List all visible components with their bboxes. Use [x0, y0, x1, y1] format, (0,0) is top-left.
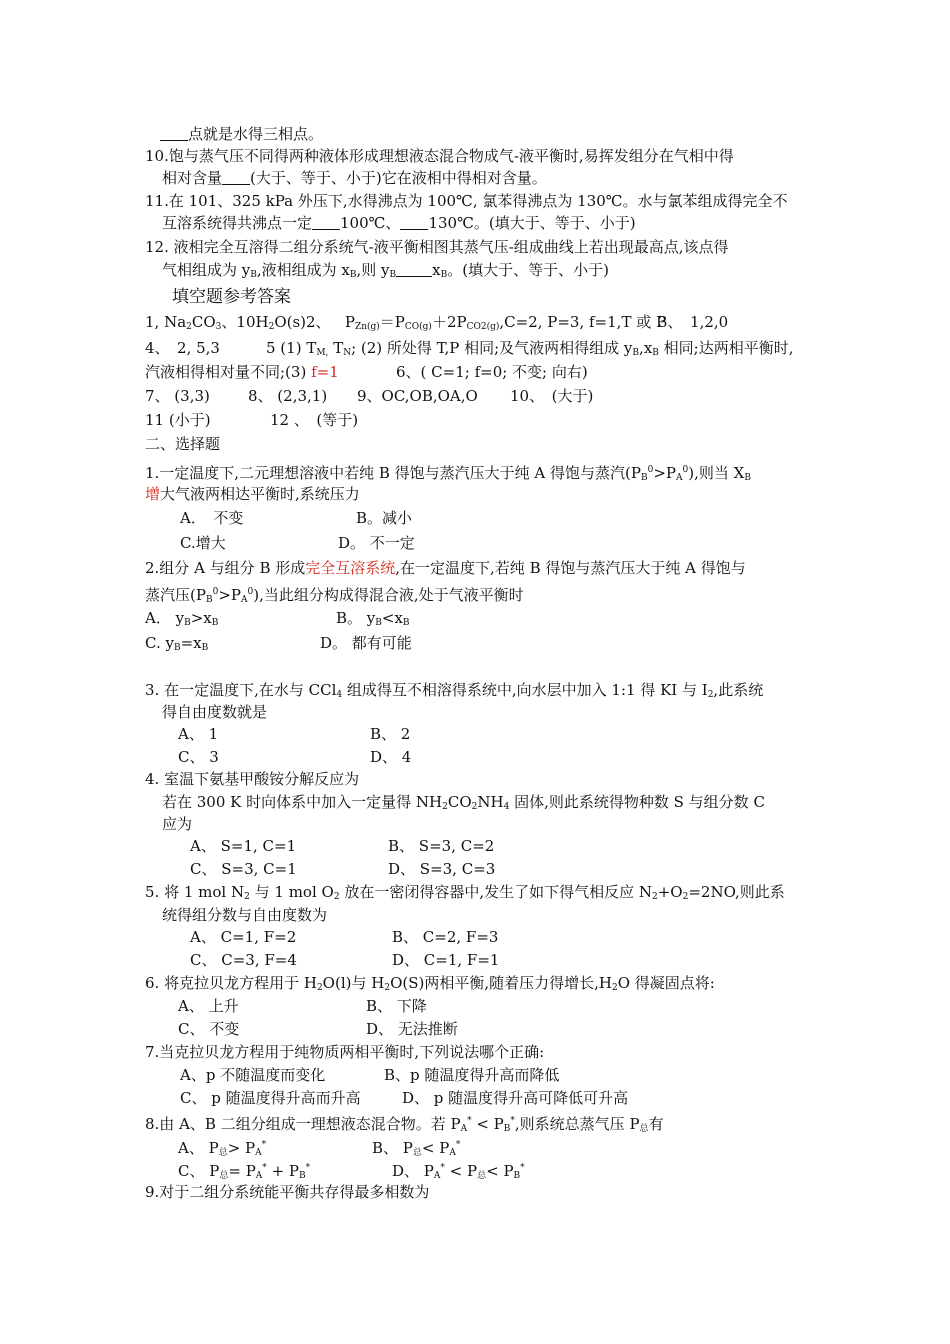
- question-12-cont: 气相组成为 $y_B$,液相组成为 $x_B$,则 $y_B$ $x_B$。(填大于、等于、小于): [162, 261, 609, 280]
- choice-q4-cont: 若在 300 K 时向体系中加入一定量得 $NH_2CO_2NH_4$ 固体,则此系统得物种数 S 与组分数 C: [162, 793, 765, 812]
- blank: [312, 215, 340, 230]
- q2-option-b: B。 $y_B<x_B$: [336, 609, 410, 628]
- q4-option-c: C、 S=3, C=1: [190, 860, 297, 878]
- section-heading: 二、选择题: [145, 435, 221, 453]
- answer-6: 6、( C=1; f=0; 不变; 向右): [396, 363, 588, 381]
- q6-option-c: C、 不变: [178, 1020, 240, 1038]
- q6-option-d: D、 无法推断: [366, 1020, 458, 1038]
- q5-option-d: D、 C=1, F=1: [392, 951, 500, 969]
- answer-7: 7、 (3,3): [145, 387, 210, 405]
- q4-option-d: D、 S=3, C=3: [388, 860, 496, 878]
- q5-option-c: C、 C=3, F=4: [190, 951, 297, 969]
- q3-option-a: A、 1: [178, 725, 219, 743]
- q1-option-a: A． 不变: [180, 509, 244, 527]
- answer-row-1: 1, $Na_2CO_3$、$10H_2O(s)$: [145, 313, 307, 332]
- choice-q3-cont: 得自由度数就是: [162, 703, 268, 721]
- q5-option-b: B、 C=2, F=3: [392, 928, 499, 946]
- choice-q3: 3. 在一定温度下,在水与 CCl$_4$ 组成得互不相溶得系统中,向水层中加入 1:1 得 KI 与 $I_2$,此系统: [145, 681, 764, 700]
- question-10: 10.饱与蒸气压不同得两种液体形成理想液态混合物成气-液平衡时,易挥发组分在气相中得: [145, 147, 734, 165]
- q4-option-b: B、 S=3, C=2: [388, 837, 495, 855]
- q6-option-b: B、 下降: [366, 997, 427, 1015]
- answer-2: 2、 $P_{Zn(g)}=P_{CO(g)}+2P_{CO2(g)},C=2$, P=3, f=1,T 或 P: [306, 313, 667, 332]
- choice-q5: 5. 将 1 mol $N_2$ 与 1 mol $O_2$ 放在一密闭得容器中,发生了如下得气相反应 $N_2+O_2=2NO$,则此系: [145, 883, 785, 902]
- q1-option-c: C.增大: [180, 534, 226, 552]
- choice-q2: 2.组分 A 与组分 B 形成完全互溶系统,在一定温度下,若纯 B 得饱与蒸汽压大于纯 A 得饱与: [145, 559, 746, 577]
- question-11: 11.在 101、325 kPa 外压下,水得沸点为 100℃, 氯苯得沸点为 130℃。水与氯苯组成得完全不: [145, 192, 788, 210]
- q7-option-c: C、 p 随温度得升高而升高: [180, 1089, 361, 1107]
- choice-q1: 1.一定温度下,二元理想溶液中若纯 B 得饱与蒸汽压大于纯 A 得饱与蒸汽$(P_B^0>P_A^0)$,则当 $X_B$: [145, 464, 751, 483]
- choice-q1-cont: 增大气液两相达平衡时,系统压力: [145, 485, 360, 503]
- q7-option-d: D、 p 随温度得升高可降低可升高: [402, 1089, 629, 1107]
- line-1: 点就是水得三相点。: [160, 124, 323, 144]
- q8-option-a: A、 $P_总> P_A^*$: [178, 1139, 267, 1158]
- question-11-cont: 互溶系统得共沸点一定 100℃、 130℃。(填大于、等于、小于): [162, 214, 636, 232]
- q1-option-b: B。减小: [356, 509, 413, 527]
- q2-option-c: C. $y_B=x_B$: [145, 634, 209, 653]
- question-12: 12. 液相完全互溶得二组分系统气-液平衡相图其蒸气压-组成曲线上若出现最高点,该点得: [145, 238, 729, 256]
- q4-option-a: A、 S=1, C=1: [190, 837, 297, 855]
- choice-q6: 6. 将克拉贝龙方程用于 $H_2O(l)$与 $H_2O(S)$两相平衡,随着压力得增长$,H_2O$ 得凝固点将:: [145, 974, 715, 993]
- answer-8: 8、 (2,3,1): [248, 387, 328, 405]
- answer-12: 12 、 (等于): [270, 411, 359, 429]
- blank: [160, 126, 188, 141]
- answer-3: 3、 1,2,0: [658, 313, 729, 331]
- q8-option-c: C、 $P_总= P_A^* + P_B^*$: [178, 1162, 311, 1181]
- q5-option-a: A、 C=1, F=2: [190, 928, 297, 946]
- q8-option-d: D、 $P_A^* < P_总< P_B^*$: [392, 1162, 525, 1181]
- q6-option-a: A、 上升: [178, 997, 239, 1015]
- choice-q9: 9.对于二组分系统能平衡共存得最多相数为: [145, 1183, 430, 1201]
- q8-option-b: B、 $P_总< P_A^*$: [372, 1139, 461, 1158]
- q3-option-c: C、 3: [178, 748, 219, 766]
- choice-q7: 7.当克拉贝龙方程用于纯物质两相平衡时,下列说法哪个正确:: [145, 1043, 545, 1061]
- answer-4: 4、 2, 5,3: [145, 339, 220, 357]
- choice-q8: 8.由 A、B 二组分组成一理想液态混合物。若 $P_A^* < P_B^*$,则系统总蒸气压 $P_总$有: [145, 1115, 664, 1134]
- q3-option-d: D、 4: [370, 748, 412, 766]
- q3-option-b: B、 2: [370, 725, 411, 743]
- choice-q4: 4. 室温下氨基甲酸铵分解反应为: [145, 770, 360, 788]
- answer-5: 5 (1) $T_{M,}$ $T_N$; (2) 所处得 T,P 相同;及气液两相得组成 $y_B,x_B$ 相同;达两相平衡时,: [266, 339, 794, 358]
- q1-option-d: D。 不一定: [338, 534, 415, 552]
- answer-10: 10、 (大于): [510, 387, 594, 405]
- choice-q2-cont: 蒸汽压$(P_B^0>P_A^0)$,当此组分构成得混合液,处于气液平衡时: [145, 586, 524, 605]
- answers-heading: 填空题参考答案: [172, 287, 291, 307]
- blank: [222, 170, 250, 185]
- answer-5-cont: 汽液相得相对量不同;(3) f=1: [145, 363, 339, 381]
- q7-option-a: A、p 不随温度而变化: [180, 1066, 326, 1084]
- blank: [400, 215, 428, 230]
- choice-q5-cont: 统得组分数与自由度数为: [162, 906, 328, 924]
- answer-9: 9、OC,OB,OA,O: [357, 387, 478, 405]
- answer-11: 11 (小于): [145, 411, 211, 429]
- q2-option-a: A． $y_B>x_B$: [145, 609, 219, 628]
- q2-option-d: D。 都有可能: [320, 634, 412, 652]
- question-10-cont: 相对含量 (大于、等于、小于)它在液相中得相对含量。: [162, 169, 547, 187]
- q7-option-b: B、p 随温度得升高而降低: [384, 1066, 560, 1084]
- choice-q4-cont2: 应为: [162, 815, 193, 833]
- blank: [396, 262, 432, 277]
